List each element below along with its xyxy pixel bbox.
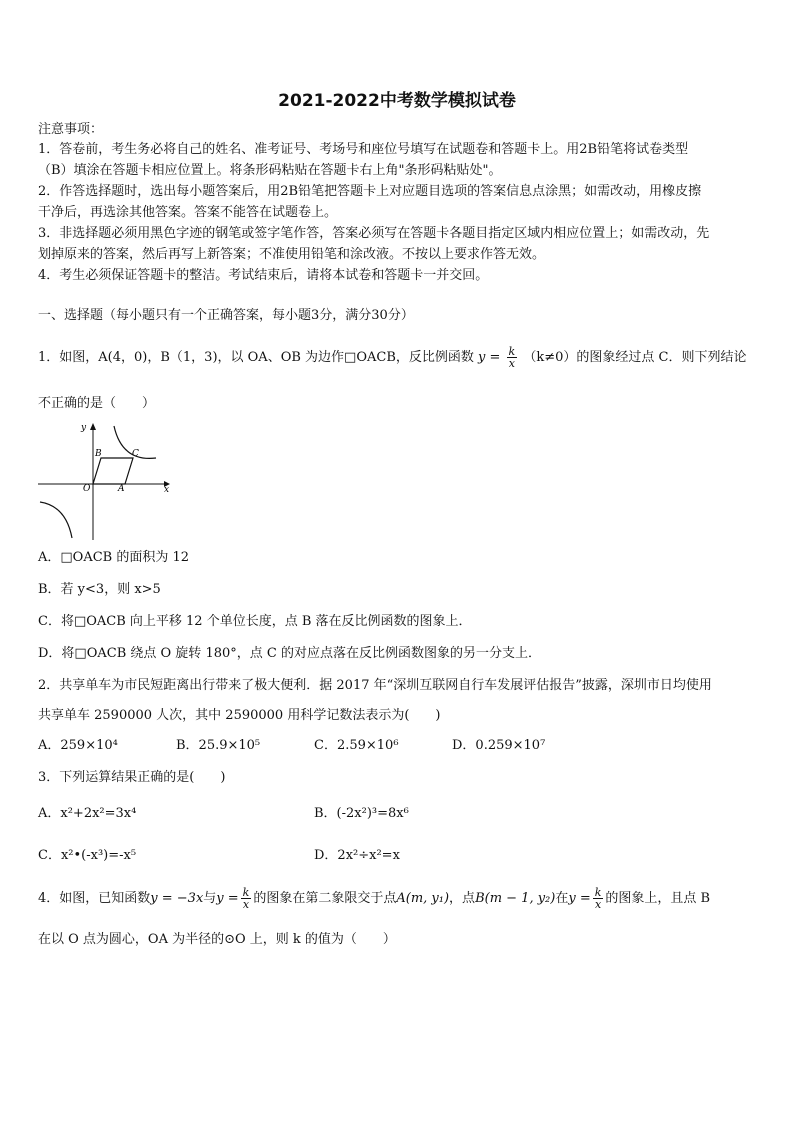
fraction-numerator: k [242,886,250,899]
x-axis-label: x [164,485,170,495]
notice-line: 干净后，再选涂其他答案。答案不能答在试题卷上。 [38,205,338,220]
q4-text: 4．如图，已知函数 [38,891,151,906]
q4-text: 的图象上，且点 B [605,891,711,906]
q1-graph [36,418,176,543]
q1-option: B．若 y<3，则 x>5 [38,582,161,597]
parallelogram-oacb [93,458,133,484]
q4-fraction [593,887,604,910]
q3-option: D．2x²÷x²=x [314,848,400,863]
notice-line: （B）填涂在答题卡相应位置上。将条形码粘贴在答题卡右上角"条形码粘贴处"。 [38,163,502,178]
fraction-numerator: k [594,886,602,899]
q4-stem-line2: 在以 O 点为圆心，OA 为半径的⊙O 上，则 k 的值为（ ） [38,932,396,947]
q2-stem: 2．共享单车为市民短距离出行带来了极大便利．据 2017 年“深圳互联网自行车发展评估报告”披露，深圳市日均使用 [38,678,712,693]
q1-option: C．将□OACB 向上平移 12 个单位长度，点 B 落在反比例函数的图象上． [38,614,472,629]
y-axis-label: y [81,423,87,433]
q4-stem [38,887,710,910]
point-c-label: C [132,449,139,459]
notice-heading: 注意事项： [38,122,104,137]
q2-option: C．2.59×10⁶ [314,738,399,753]
q3-option: C．x²•(-x³)=-x⁵ [38,848,137,863]
q2-option: D．0.259×10⁷ [452,738,546,753]
notice-line: 划掉原来的答案，然后再写上新答案；不准使用铅笔和涂改液。不按以上要求作答无效。 [38,247,546,262]
q1-option: D．将□OACB 绕点 O 旋转 180°，点 C 的对应点落在反比例函数图象的另一分支上． [38,646,541,661]
q4-text: 与 [203,891,217,906]
fraction-numerator: k [508,345,516,358]
fraction-denominator: x [594,898,602,911]
y-axis-arrow [90,423,96,430]
section-heading: 一、选择题（每小题只有一个正确答案，每小题3分，满分30分） [38,308,414,323]
q1-stem-end: （k≠0）的图象经过点 C．则下列结论 [523,350,747,365]
notice-line: 2．作答选择题时，选出每小题答案后，用2B铅笔把答题卡上对应题目选项的答案信息点涂黑；如需改动，用橡皮擦 [38,184,702,199]
q1-stem-line2: 不正确的是（ ） [38,396,156,411]
page-title: 2021-2022中考数学模拟试卷 [278,91,516,111]
q1-stem-main: A(4，0)，B（1，3)，以 OA、OB 为边作□OACB，反比例函数 [98,350,474,365]
q1-stem-prefix: 1．如图， [38,350,99,365]
q4-point-b: B(m − 1, y₂) [475,891,556,906]
hyperbola-branch-2 [40,502,72,538]
fraction-denominator: x [508,357,515,370]
q1-function-y: y = [478,350,501,365]
notice-line: 3．非选择题必须用黑色字迹的钢笔或签字笔作答，答案必须写在答题卡各题目指定区域内相应位置上；如需改动，先 [38,226,710,241]
q4-point-a: A(m, y₁) [396,891,450,906]
q2-option: A．259×10⁴ [38,738,118,753]
q3-option: B．(-2x²)³=8x⁶ [314,806,409,821]
q1-fraction [507,346,518,369]
q3-option: A．x²+2x²=3x⁴ [38,806,137,821]
point-a-label: A [118,484,125,494]
notice-line: 1．答卷前，考生务必将自己的姓名、准考证号、考场号和座位号填写在试题卷和答题卡上。用2B铅笔将试卷类型 [38,142,689,157]
q4-eq-y: y = [216,891,239,906]
q3-stem: 3．下列运算结果正确的是( ) [38,770,226,785]
q4-eq-y: y = [568,891,591,906]
fraction-denominator: x [242,898,250,911]
q4-text: 的图象在第二象限交于点 [253,891,397,906]
q1-stem [38,346,746,369]
q4-fraction [241,887,252,910]
notice-line: 4．考生必须保证答题卡的整洁。考试结束后，请将本试卷和答题卡一并交回。 [38,268,489,283]
point-b-label: B [95,449,102,459]
q2-stem-line2: 共享单车 2590000 人次，其中 2590000 用科学记数法表示为( ) [38,708,441,723]
origin-label: O [83,484,91,494]
q1-option: A．□OACB 的面积为 12 [38,550,190,565]
q4-text: 在 [555,891,569,906]
q2-option: B．25.9×10⁵ [176,738,261,753]
q4-text: ，点 [449,891,476,906]
q4-eq-line: y = −3x [150,891,204,906]
